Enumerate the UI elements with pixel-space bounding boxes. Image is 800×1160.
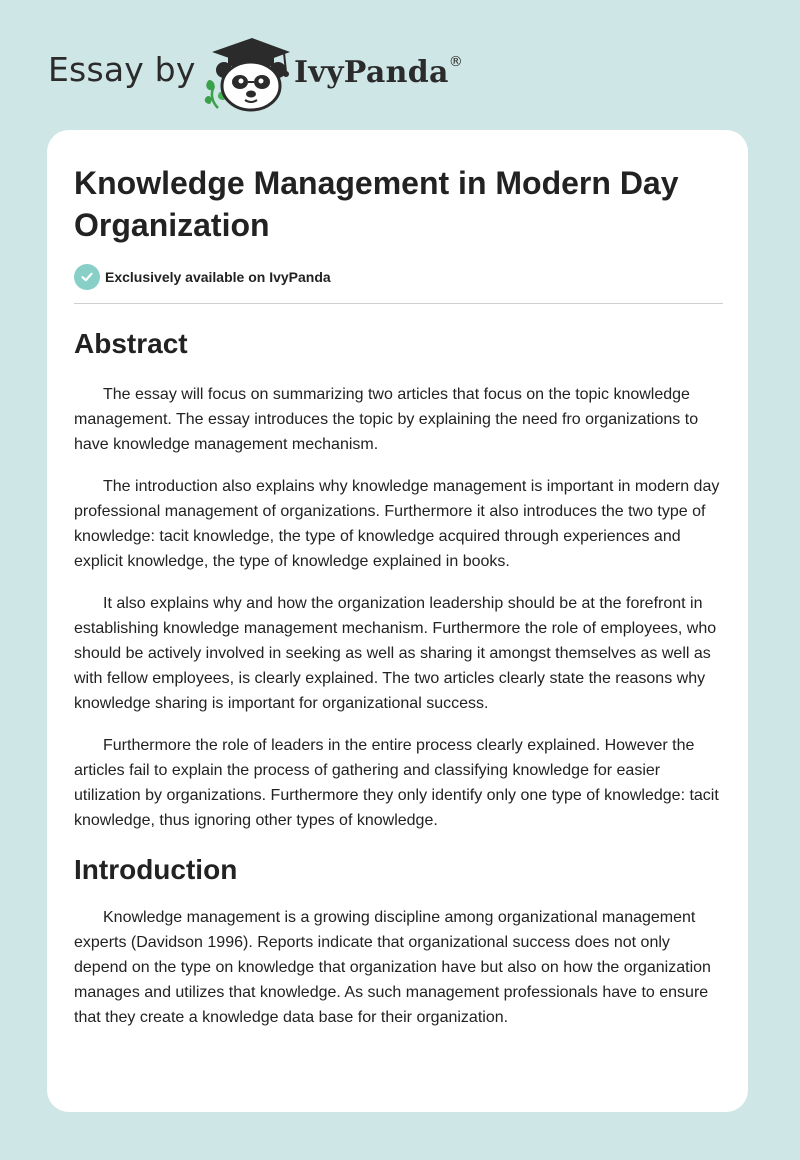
panda-graduate-logo-icon[interactable] [200,36,292,112]
abstract-paragraph: The essay will focus on summarizing two articles that focus on the topic knowledge management. The essay introduces the topic by explaining the need fro organizations to have knowledge management mechanism. [74,386,699,453]
abstract-paragraph: The introduction also explains why knowledge management is important in modern day professional management of organizations. Furthermore it also introduces the two type of knowledge: tacit knowledge, the type of knowledge acquired through experiences and explicit knowledge, the type of knowledge explained in books. [74,478,720,570]
introduction-heading: Introduction [74,854,238,885]
check-circle-icon [74,264,100,290]
introduction-paragraph: Knowledge management is a growing discipline among organizational management experts (Davidson 1996). Reports indicate that organizational success does not only depend on the type on knowledge that organization have but also on how the organization manages and utilizes that knowledge. As such management professionals have to ensure that they create a knowledge data base for their organization. [74,909,711,1026]
essay-by-label: Essay by [48,50,196,89]
abstract-paragraph: It also explains why and how the organization leadership should be at the forefront in establishing knowledge management mechanism. Furthermore the role of employees, who should be actively involved in seeking as well as sharing it amongst themselves as well as with fellow employees, is clearly explained. The two articles clearly state the reasons why knowledge sharing is important for organizational success. [74,595,717,712]
abstract-heading: Abstract [74,328,188,359]
essay-title: Knowledge Management in Modern Day Organization [74,165,679,243]
site-header [48,36,608,116]
exclusive-badge [74,264,331,290]
essay-body [74,326,726,1030]
exclusive-badge-text: Exclusively available on IvyPanda [105,269,331,285]
essay-card [47,130,748,1112]
brand-name[interactable]: IvyPanda® [294,54,464,90]
registered-mark: ® [448,54,464,70]
title-divider [74,303,723,304]
abstract-paragraph: Furthermore the role of leaders in the entire process clearly explained. However the articles fail to explain the process of gathering and classifying knowledge for easier utilization by organizations. Furthermore they only identify only one type of knowledge: tacit knowledge, thus ignoring other types of knowledge. [74,737,719,829]
